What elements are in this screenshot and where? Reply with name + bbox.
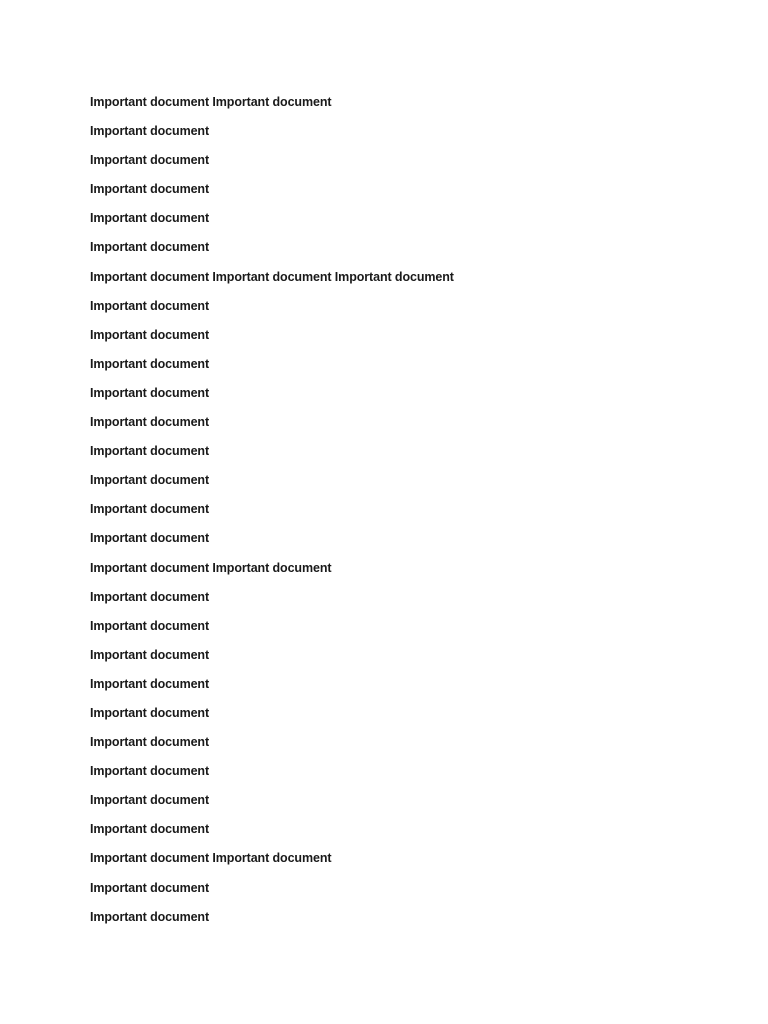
text-line: Important document (90, 531, 210, 546)
text-line: Important document (90, 473, 210, 488)
document-body (90, 93, 710, 937)
text-line: Important document (90, 502, 210, 517)
text-line: Important document (90, 327, 210, 342)
text-line: Important document Important document Important document (90, 269, 454, 284)
text-line: Important document (90, 124, 210, 139)
text-line: Important document (90, 735, 210, 750)
text-line: Important document (90, 822, 210, 837)
text-line: Important document (90, 298, 210, 313)
text-line: Important document (90, 880, 210, 895)
text-line: Important document (90, 211, 210, 226)
text-line: Important document (90, 647, 210, 662)
text-line: Important document Important document (90, 560, 332, 575)
text-line: Important document (90, 415, 210, 430)
text-line: Important document (90, 589, 210, 604)
text-line: Important document (90, 385, 210, 400)
text-line: Important document (90, 909, 210, 924)
text-line: Important document (90, 356, 210, 371)
text-line: Important document (90, 676, 210, 691)
text-line: Important document (90, 764, 210, 779)
text-line: Important document (90, 618, 210, 633)
text-line: Important document (90, 182, 210, 197)
text-line: Important document (90, 240, 210, 255)
text-line: Important document (90, 153, 210, 168)
text-line: Important document (90, 705, 210, 720)
text-line: Important document Important document (90, 95, 332, 109)
text-line: Important document Important document (90, 851, 332, 866)
text-line: Important document (90, 444, 210, 459)
text-line: Important document (90, 793, 210, 808)
